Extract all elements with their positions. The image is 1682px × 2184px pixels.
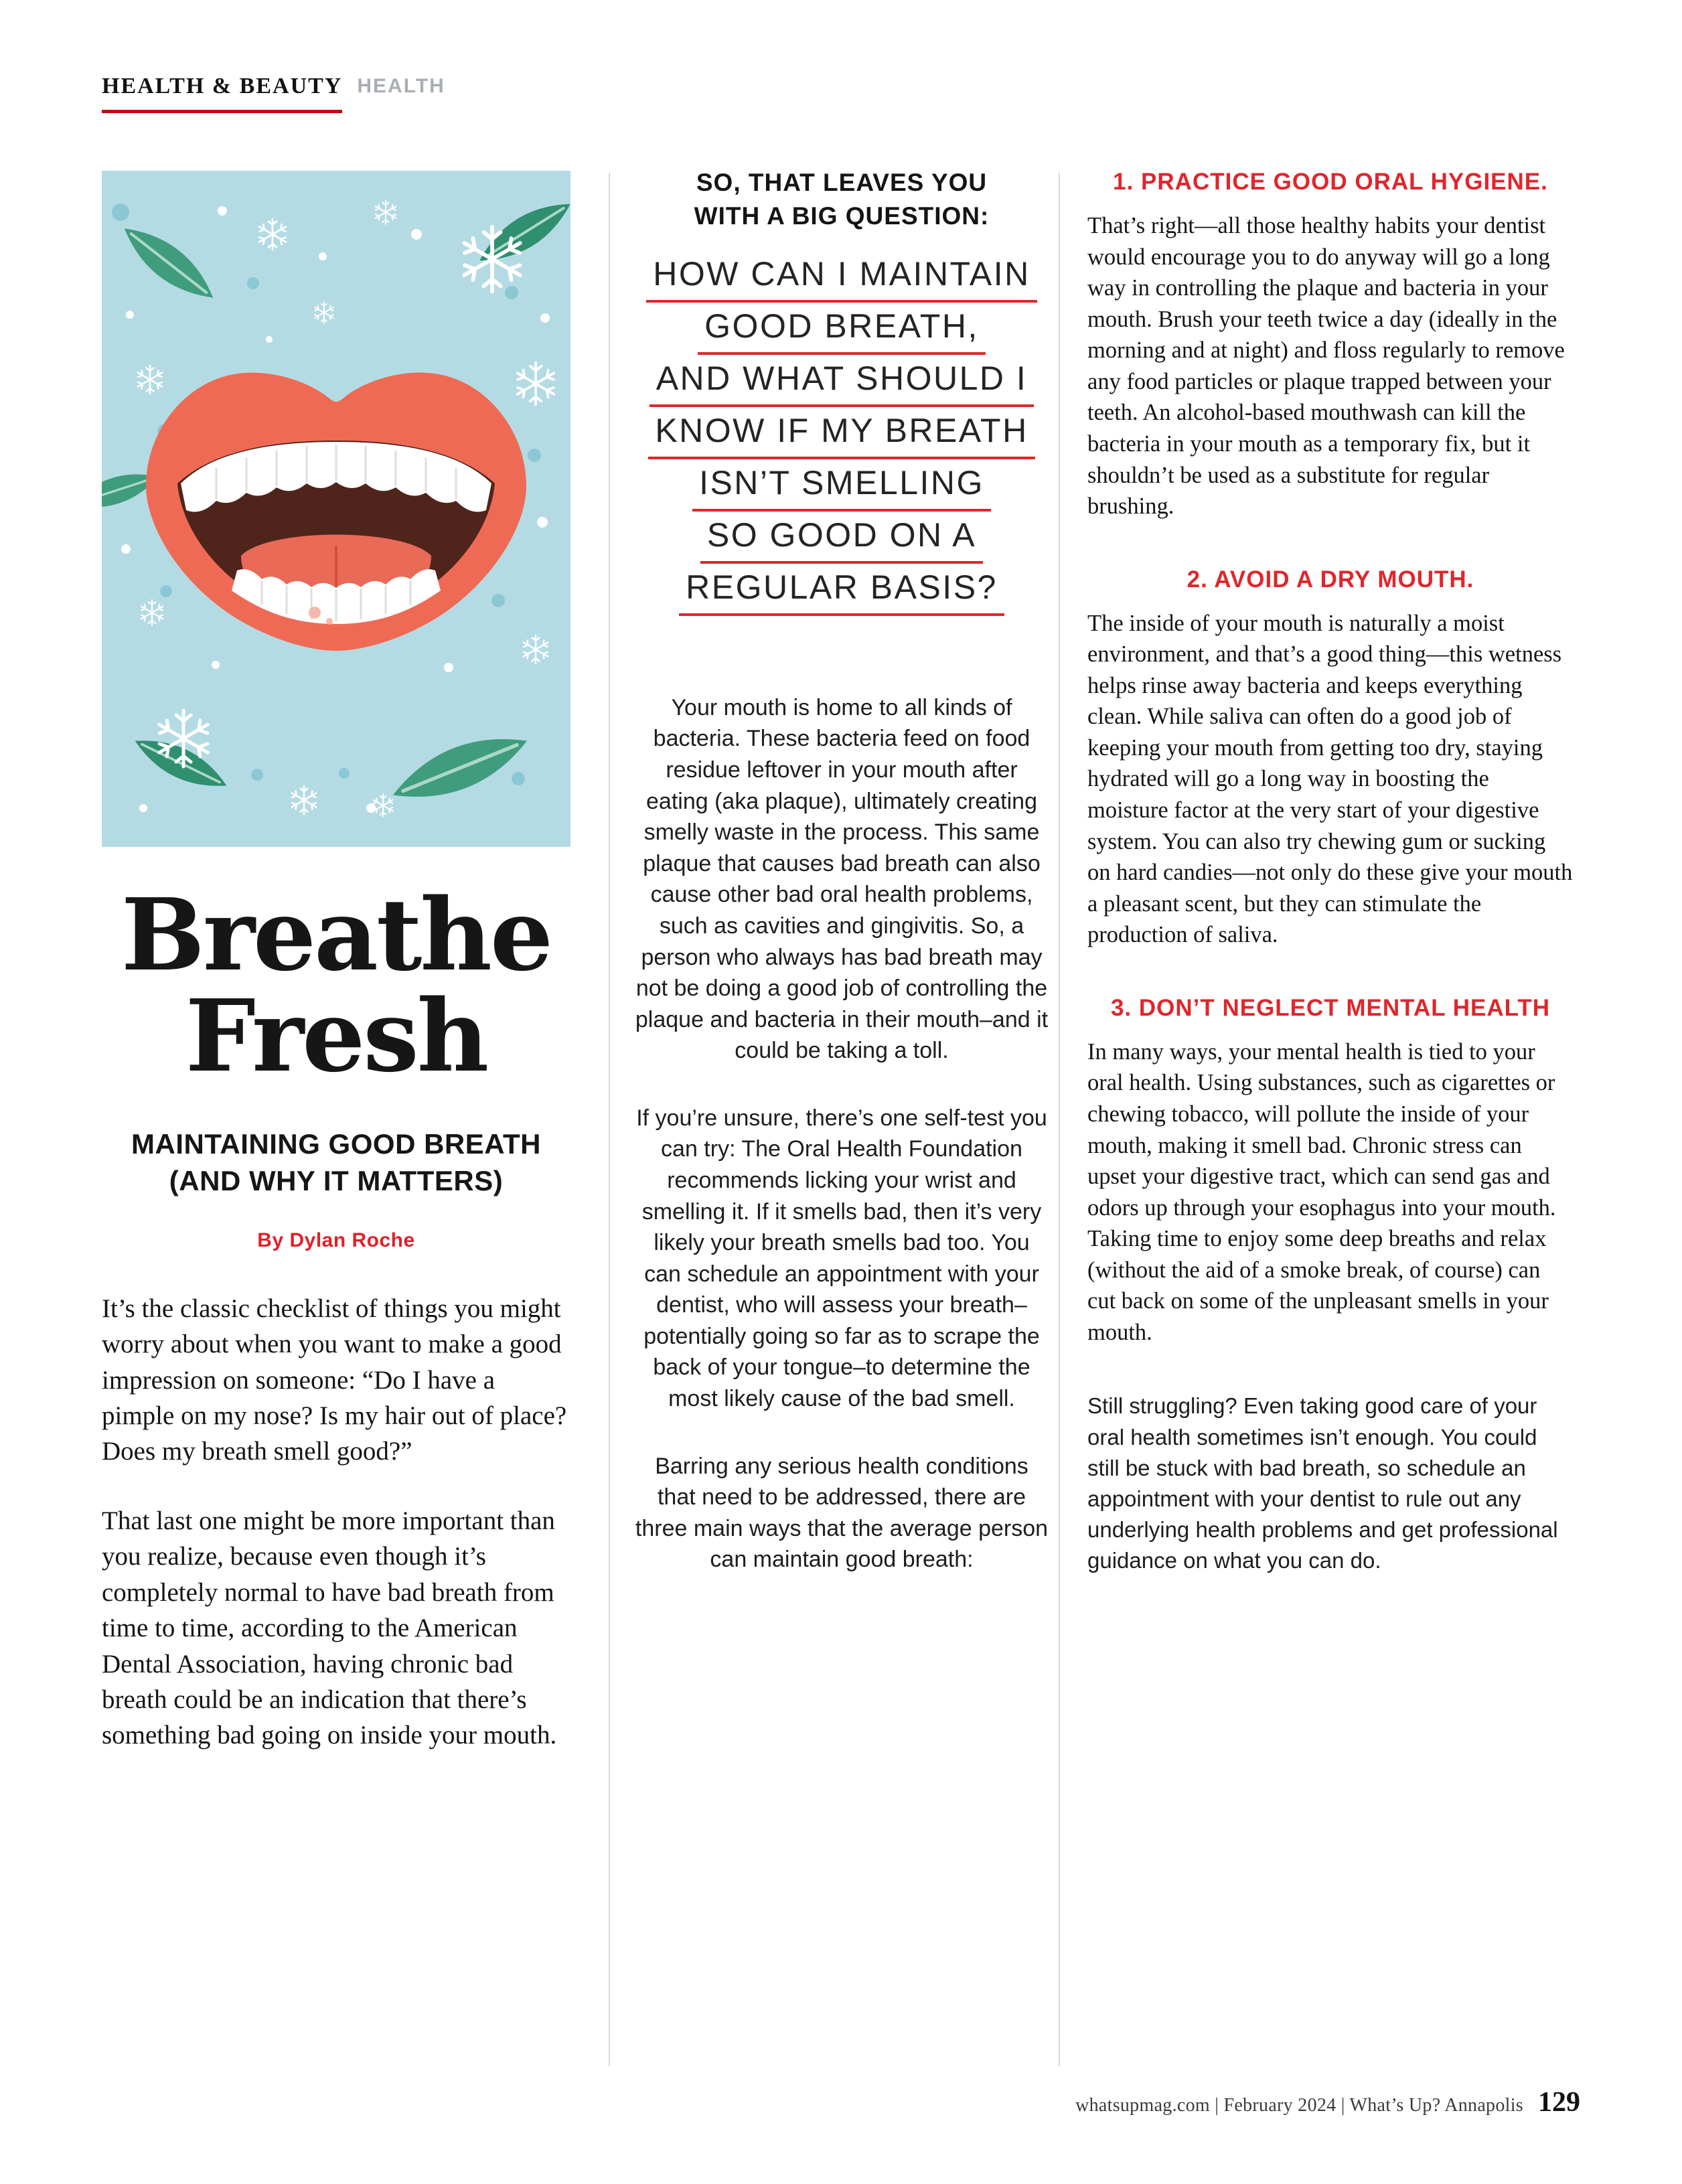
- right-column: [1087, 169, 1574, 1577]
- section-subtitle: HEALTH: [357, 75, 445, 97]
- page-number: 129: [1538, 2087, 1580, 2118]
- tip-body-2: The inside of your mouth is naturally a moist environment, and that’s a good thing—this wetness helps rinse away bacteria and keeps everything clean. While saliva can often do a good job of keeping your mouth from getting too dry, staying hydrated will go a long way in boosting the moisture factor at the very start of your digestive system. You can also try chewing gum or sucking on hard candies—not only do these give your mouth a pleasant scent, but they can stimulate the production of saliva.: [1087, 610, 1573, 948]
- question-line-3: AND WHAT SHOULD I: [649, 362, 1035, 407]
- tip-body-3: In many ways, your mental health is tied to your oral health. Using substances, such as cigarettes or chewing tobacco, will pollute the inside of your mouth, making it smell bad. Chronic stress can upset your digestive tract, which can send gas and odors up through your esophagus into your mouth. Taking time to enjoy some deep breaths and relax (without the aid of a smoke break, of course) can cut back on some of the unpleasant smells in your mouth.: [1087, 1038, 1556, 1345]
- byline: By Dylan Roche: [257, 1229, 415, 1251]
- question-kicker: [635, 166, 1049, 233]
- tip-section-1: [1087, 169, 1574, 522]
- question-line-6: SO GOOD ON A: [700, 518, 983, 564]
- subtitle-line-2: (AND WHY IT MATTERS): [169, 1165, 504, 1197]
- tip-heading-3: 3. DON’T NEGLECT MENTAL HEALTH: [1110, 994, 1551, 1021]
- mouth-illustration: [102, 171, 570, 847]
- left-column: [102, 171, 570, 1753]
- big-question: [635, 254, 1049, 623]
- question-line-4: KNOW IF MY BREATH: [648, 414, 1035, 459]
- question-line-7: REGULAR BASIS?: [679, 570, 1004, 616]
- intro-paragraph-2: That last one might be more important than you realize, because even though it’s completely normal to have bad breath from time to time, according to the American Dental Association, having chronic bad breath could be an indication that there’s something bad going on inside your mouth.: [102, 1506, 557, 1750]
- question-line-5: ISN’T SMELLING: [692, 466, 991, 512]
- tip-heading-2: 2. AVOID A DRY MOUTH.: [1187, 566, 1474, 593]
- tip-section-3: [1087, 995, 1574, 1348]
- question-line-2: GOOD BREATH,: [698, 309, 986, 355]
- middle-paragraph-1: Your mouth is home to all kinds of bacteria. These bacteria feed on food residue leftover in your mouth after eating (aka plaque), ultimately creating smelly waste in the process. This same plaque that causes bad breath can also cause other bad oral health problems, such as cavities and gingivitis. So, a person who always has bad breath may not be doing a good job of controlling the plaque and bacteria in their mouth–and it could be taking a toll.: [635, 694, 1049, 1064]
- middle-paragraph-2: If you’re unsure, there’s one self-test you can try: The Oral Health Foundation recommends licking your wrist and smelling it. If it smells bad, then it’s very likely your breath smells bad too. You can schedule an appointment with your dentist, who will assess your breath–potentially going so far as to scrape the back of your tongue–to determine the most likely cause of the bad smell.: [636, 1105, 1047, 1412]
- tip-heading-1: 1. PRACTICE GOOD ORAL HYGIENE.: [1113, 169, 1548, 195]
- column-divider-left: [609, 173, 610, 2066]
- section-eyebrow: [102, 74, 445, 113]
- lip-highlight-dot-small: [326, 618, 333, 625]
- middle-paragraph-3: Barring any serious health conditions that need to be addressed, there are three main ways that the average person can maintain good breath:: [635, 1453, 1049, 1573]
- tip-body-1: That’s right—all those healthy habits your dentist would encourage you to do anyway will go a long way in controlling the plaque and bacteria in your mouth. Brush your teeth twice a day (ideally in the morning and at night) and floss regularly to remove any food particles or plaque trapped between your teeth. An alcohol-based mouthwash can kill the bacteria in your mouth as a temporary fix, but it shouldn’t be used as a substitute for regular brushing.: [1087, 213, 1565, 520]
- kicker-line-2: WITH A BIG QUESTION:: [694, 202, 990, 230]
- tip-section-2: [1087, 566, 1574, 951]
- intro-paragraph-1: It’s the classic checklist of things you might worry about when you want to make a good impression on someone: “Do I have a pimple on my nose? Is my hair out of place? Does my breath smell good?”: [102, 1294, 567, 1466]
- article-title: [102, 876, 570, 1094]
- question-line-1: HOW CAN I MAINTAIN: [646, 257, 1037, 303]
- column-divider-right: [1059, 173, 1060, 2066]
- article-subtitle: [102, 1125, 570, 1200]
- title-line-2: Fresh: [185, 977, 487, 1094]
- kicker-line-1: SO, THAT LEAVES YOU: [696, 169, 988, 196]
- section-title: HEALTH & BEAUTY: [102, 74, 342, 113]
- subtitle-line-1: MAINTAINING GOOD BREATH: [131, 1127, 541, 1160]
- middle-column: [635, 166, 1049, 1575]
- lip-highlight-dot: [309, 607, 321, 619]
- footer-info: whatsupmag.com | February 2024 | What’s Up? Annapolis: [1075, 2095, 1523, 2116]
- title-line-1: Breathe: [121, 876, 552, 993]
- closing-paragraph: Still struggling? Even taking good care of your oral health sometimes isn’t enough. You could still be stuck with bad breath, so schedule an appointment with your dentist to rule out any underlying health problems and get professional guidance on what you can do.: [1087, 1393, 1558, 1573]
- page-footer: [1075, 2086, 1580, 2118]
